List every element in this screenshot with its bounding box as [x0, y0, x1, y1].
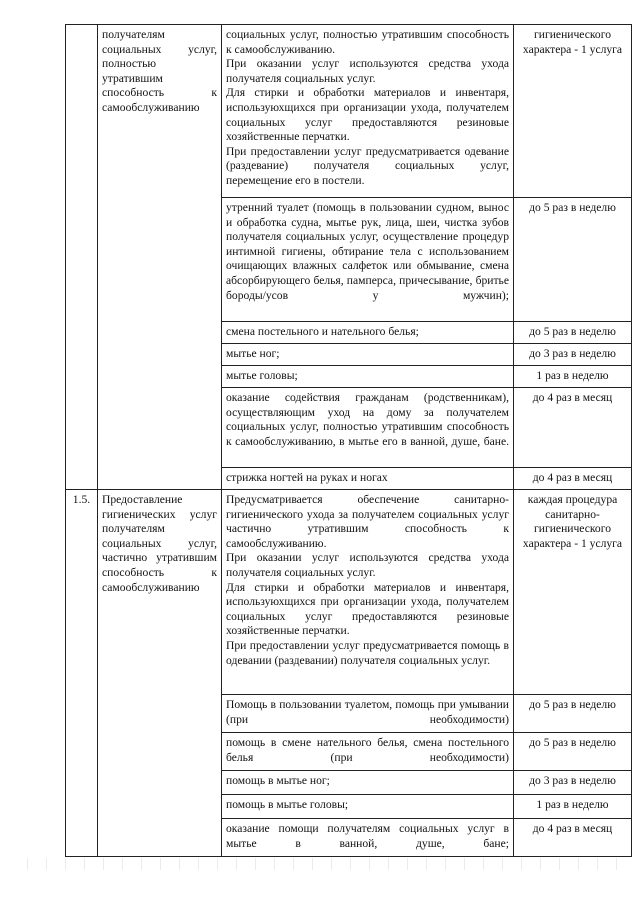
service-frequency: до 4 раз в месяц — [514, 388, 632, 468]
service-description: смена постельного и нательного белья; — [222, 322, 514, 344]
service-frequency: 1 раз в неделю — [514, 795, 632, 819]
service-frequency: до 5 раз в неделю — [514, 322, 632, 344]
service-description: Помощь в пользовании туалетом, помощь при умывании (при необходимости) — [222, 695, 514, 733]
description-paragraph: Для стирки и обработки материалов и инвентаря, используюхщихся при организации ухода, получателем социальных услуг предоставляются резиновые хозяйственные перчатки. — [226, 86, 509, 144]
description-paragraph: При предоставлении услуг предусматривается одевание (раздевание) получателя социальных услуг, перемещение его в постели. — [226, 144, 509, 187]
service-frequency: до 4 раз в месяц — [514, 819, 632, 857]
table-row — [66, 25, 632, 198]
service-description: мытье головы; — [222, 366, 514, 388]
description-paragraph: социальных услуг, полностью утратившим способность к самообслуживанию. — [226, 28, 509, 56]
service-description: оказание помощи получателям социальных услуг в мытье в ванной, душе, бане; — [222, 819, 514, 857]
service-description: стрижка ногтей на руках и ногах — [222, 468, 514, 490]
description-paragraph: При оказании услуг используются средства ухода получателя социальных услуг. — [226, 57, 509, 85]
scan-noise — [20, 858, 620, 870]
table-row — [66, 490, 632, 695]
description-paragraph: Предусматривается обеспечение санитарно-гигиенического ухода за получателем социальных услуг частично утратившим способность к самообслуживанию. — [226, 493, 509, 550]
service-description: помощь в смене нательного белья, смена постельного белья (при необходимости) — [222, 733, 514, 771]
service-frequency: до 3 раз в неделю — [514, 771, 632, 795]
service-description — [222, 490, 514, 695]
services-table — [65, 24, 632, 857]
service-description: утренний туалет (помощь в пользовании судном, вынос и обработка судна, мытье рук, лица, шеи, чистка зубов получателя социальных услуг, осуществление процедур интимной гигиены, обтирание тела с использованием очищающих влажных салфеток или обмывание, смена абсорбирующего белья, памперса, причесывание, бритье бороды/усов у мужчин); — [222, 198, 514, 322]
service-name: получателям социальных услуг, полностью утратившим способность к самообслуживанию — [98, 25, 222, 490]
service-description: мытье ног; — [222, 344, 514, 366]
service-frequency: гигиенического характера - 1 услуга — [514, 25, 632, 198]
description-paragraph: Для стирки и обработки материалов и инвентаря, используюхщихся при организации ухода, получателем социальных услуг предоставляются резиновые хозяйственные перчатки. — [226, 580, 509, 638]
description-paragraph: При предоставлении услуг предусматривается помощь в одевании (раздевании) получателя социальных услуг. — [226, 638, 509, 667]
service-frequency: до 5 раз в неделю — [514, 198, 632, 322]
service-name: Предоставление гигиенических услуг получателям социальных услуг, частично утратившим способность к самообслуживанию — [98, 490, 222, 857]
service-frequency: до 3 раз в неделю — [514, 344, 632, 366]
description-paragraph: При оказании услуг используются средства ухода получателя социальных услуг. — [226, 551, 509, 579]
row-number — [66, 25, 98, 490]
service-frequency: каждая процедура санитарно-гигиенического характера - 1 услуга — [514, 490, 632, 695]
service-description — [222, 25, 514, 198]
service-description: помощь в мытье головы; — [222, 795, 514, 819]
service-frequency: до 5 раз в неделю — [514, 733, 632, 771]
row-number: 1.5. — [66, 490, 98, 857]
service-frequency: 1 раз в неделю — [514, 366, 632, 388]
service-description: оказание содействия гражданам (родственникам), осуществляющим уход на дому за получателем социальных услуг, полностью утратившим способность к самообслуживанию, в мытье его в ванной, душе, бане. — [222, 388, 514, 468]
service-description: помощь в мытье ног; — [222, 771, 514, 795]
service-frequency: до 5 раз в неделю — [514, 695, 632, 733]
service-frequency: до 4 раз в месяц — [514, 468, 632, 490]
